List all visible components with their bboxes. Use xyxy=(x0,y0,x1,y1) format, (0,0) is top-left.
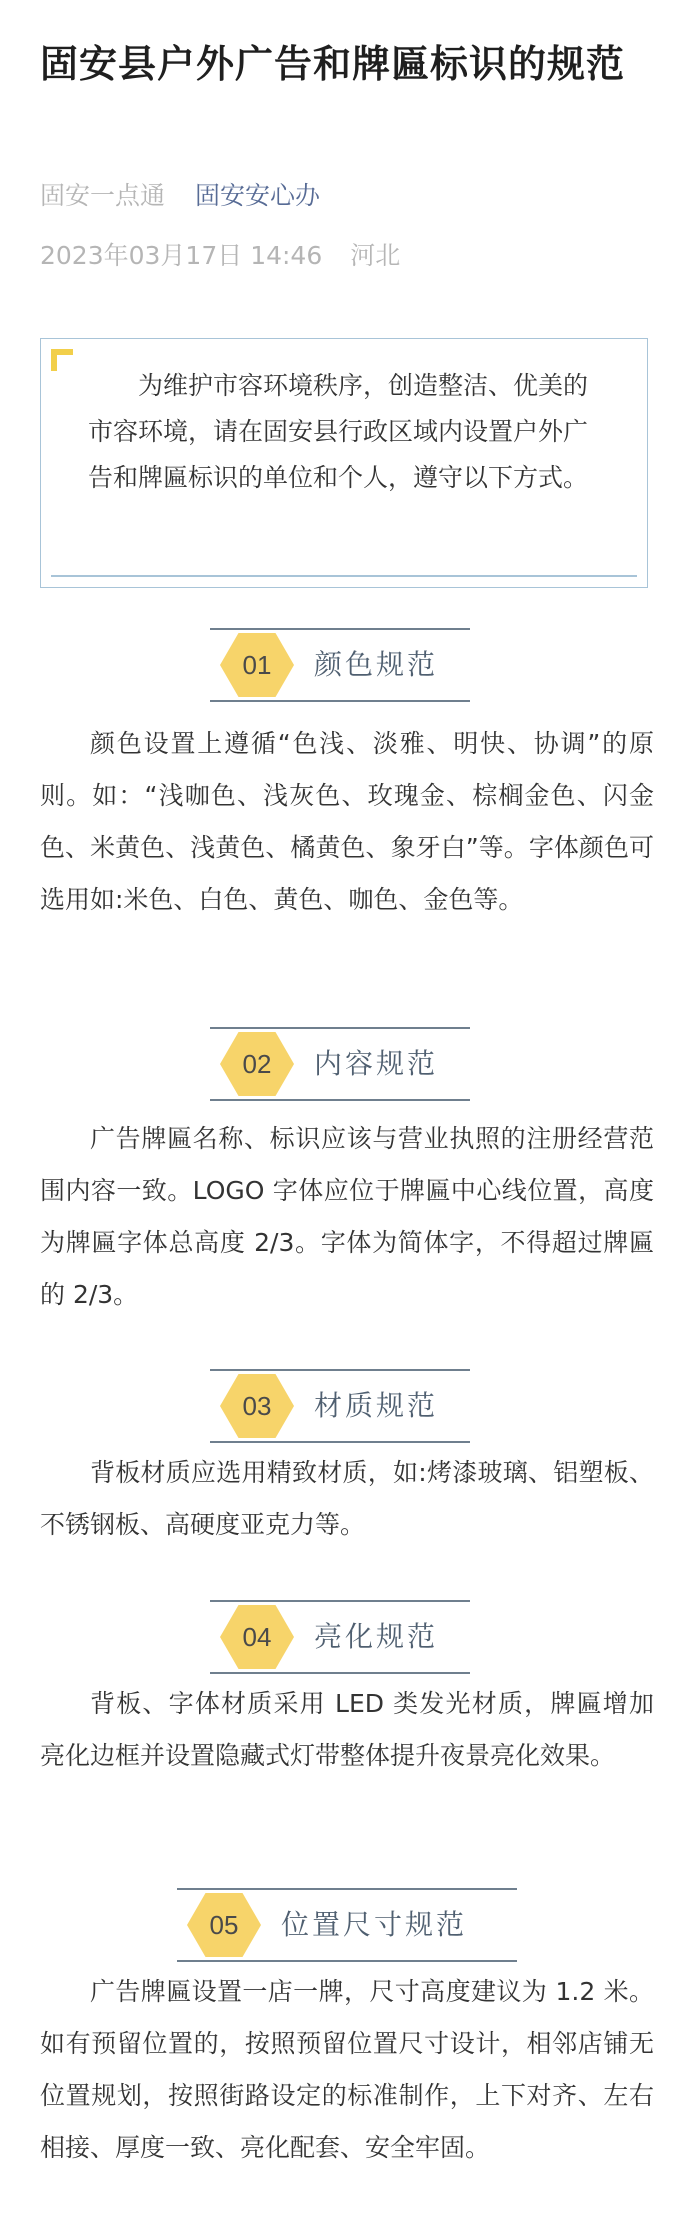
section-number: 01 xyxy=(242,650,272,680)
section-title: 材质规范 xyxy=(314,1389,439,1422)
publish-region: 河北 xyxy=(350,241,401,270)
article-title: 固安县户外广告和牌匾标识的规范 xyxy=(40,42,626,86)
section-number: 04 xyxy=(242,1622,272,1652)
section-body-04: 背板、字体材质采用 LED 类发光材质，牌匾增加亮化边框并设置隐藏式灯带整体提升夜景亮化效果。 xyxy=(40,1689,654,1770)
section-heading-04 xyxy=(210,1600,470,1674)
account-link[interactable]: 固安安心办 xyxy=(194,181,320,210)
heading-rule-bottom xyxy=(177,1960,517,1962)
heading-rule-bottom xyxy=(210,1441,470,1443)
section-heading-02 xyxy=(210,1027,470,1101)
section-title: 位置尺寸规范 xyxy=(281,1908,468,1941)
section-title: 亮化规范 xyxy=(314,1620,439,1653)
section-heading-03 xyxy=(210,1369,470,1443)
publish-info xyxy=(40,236,400,276)
heading-rule-bottom xyxy=(210,700,470,702)
section-body-03: 背板材质应选用精致材质，如:烤漆玻璃、铝塑板、不锈钢板、高硬度亚克力等。 xyxy=(40,1458,654,1539)
intro-text: 为维护市容环境秩序，创造整洁、优美的市容环境，请在固安县行政区域内设置户外广告和牌匾标识的单位和个人，遵守以下方式。 xyxy=(88,371,589,492)
section-title: 颜色规范 xyxy=(314,648,439,681)
section-number: 02 xyxy=(242,1049,272,1079)
section-title: 内容规范 xyxy=(314,1047,439,1080)
heading-rule-bottom xyxy=(210,1672,470,1674)
section-heading-05 xyxy=(177,1888,517,1962)
section-body-05: 广告牌匾设置一店一牌，尺寸高度建议为 1.2 米。如有预留位置的，按照预留位置尺寸设计，相邻店铺无位置规划，按照街路设定的标准制作，上下对齐、左右相接、厚度一致、亮化配套、安全牢固。 xyxy=(40,1977,654,2162)
section-body-02: 广告牌匾名称、标识应该与营业执照的注册经营范围内容一致。LOGO 字体应位于牌匾中心线位置，高度为牌匾字体总高度 2/3。字体为简体字，不得超过牌匾的 2/3。 xyxy=(40,1124,654,1309)
intro-box xyxy=(40,338,648,588)
author-name: 固安一点通 xyxy=(40,181,166,210)
publish-datetime: 2023年03月17日 14:46 xyxy=(40,241,323,270)
corner-accent-icon xyxy=(51,349,73,371)
section-number: 05 xyxy=(209,1910,239,1940)
section-heading-01 xyxy=(210,628,470,702)
heading-rule-bottom xyxy=(210,1099,470,1101)
intro-divider xyxy=(51,575,637,577)
section-body-01: 颜色设置上遵循“色浅、淡雅、明快、协调”的原则。如：“浅咖色、浅灰色、玫瑰金、棕榈金色、闪金色、米黄色、浅黄色、橘黄色、象牙白”等。字体颜色可选用如:米色、白色、黄色、咖色、金色等。 xyxy=(40,729,654,914)
section-number: 03 xyxy=(242,1391,272,1421)
article-meta xyxy=(40,176,320,216)
